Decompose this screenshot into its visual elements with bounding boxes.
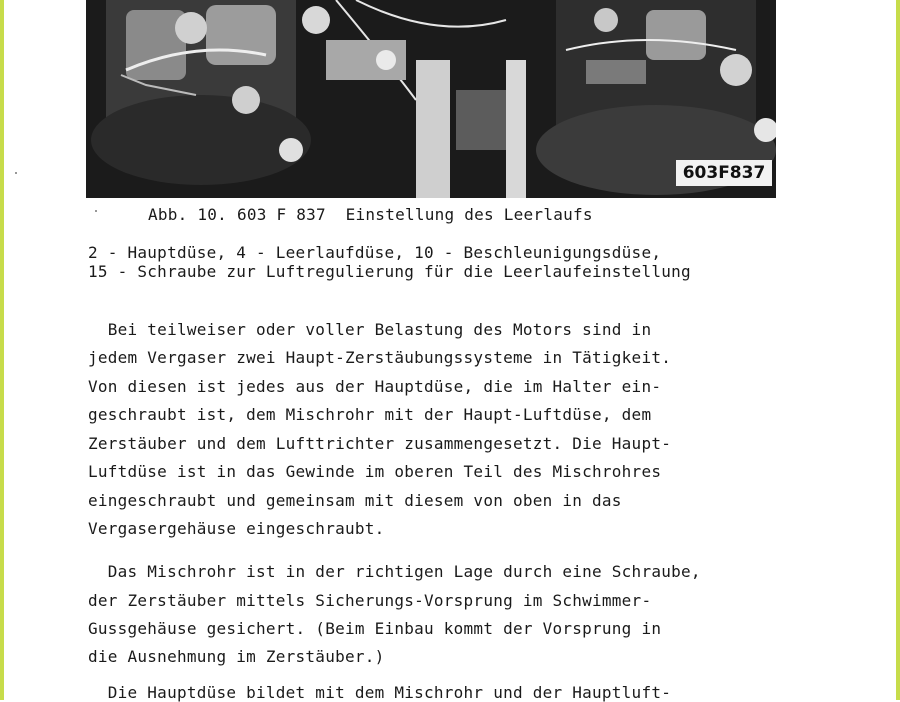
page-frame-right [896,0,900,700]
paragraph-2-line: der Zerstäuber mittels Sicherungs-Vorsprung im Schwimmer- [88,591,652,610]
scan-speck [15,172,17,174]
paragraph-1-line: Von diesen ist jedes aus der Hauptdüse, die im Halter ein- [88,377,662,396]
paragraph-2-line: Gussgehäuse gesichert. (Beim Einbau kommt der Vorsprung in [88,619,662,638]
paragraph-1-line: eingeschraubt und gemeinsam mit diesem von oben in das [88,491,622,510]
carburetor-photo [86,0,776,198]
scan-speck [95,210,97,212]
page-frame-left [0,0,4,700]
figure-caption: Abb. 10. 603 F 837 Einstellung des Leerlaufs [148,205,593,224]
paragraph-1-line: jedem Vergaser zwei Haupt-Zerstäubungssysteme in Tätigkeit. [88,348,672,367]
figure-photo-label: 603F837 [676,160,772,186]
paragraph-1-line: Vergasergehäuse eingeschraubt. [88,519,385,538]
paragraph-1-line: Bei teilweiser oder voller Belastung des Motors sind in [88,320,652,339]
paragraph-2-line: die Ausnehmung im Zerstäuber.) [88,647,385,666]
figure-legend-line: 2 - Hauptdüse, 4 - Leerlaufdüse, 10 - Beschleunigungsdüse, [88,243,662,262]
paragraph-1-line: geschraubt ist, dem Mischrohr mit der Haupt-Luftdüse, dem [88,405,652,424]
paragraph-1-line: Luftdüse ist in das Gewinde im oberen Teil des Mischrohres [88,462,662,481]
paragraph-2-line: Das Mischrohr ist in der richtigen Lage durch eine Schraube, [88,562,701,581]
figure-legend-line: 15 - Schraube zur Luftregulierung für die Leerlaufeinstellung [88,262,691,281]
paragraph-1-line: Zerstäuber und dem Lufttrichter zusammengesetzt. Die Haupt- [88,434,672,453]
paragraph-3-line: Die Hauptdüse bildet mit dem Mischrohr und der Hauptluft- [88,683,672,702]
carburetor-photo-drawing [86,0,776,198]
